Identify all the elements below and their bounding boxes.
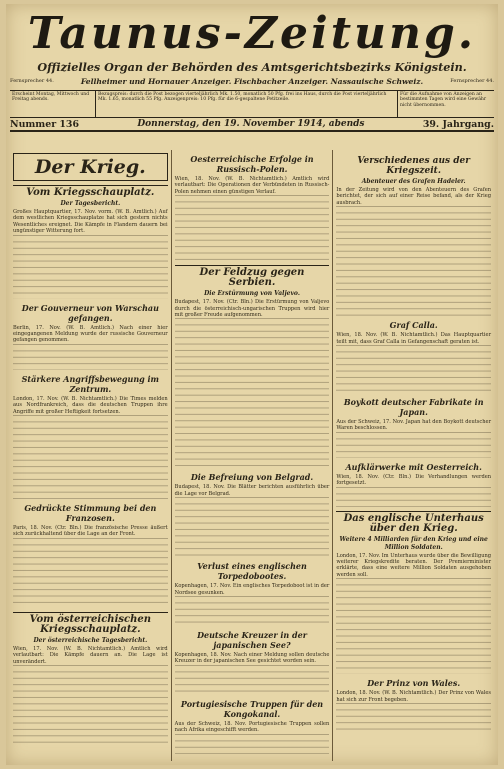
text-lines	[13, 665, 168, 745]
column-3	[333, 150, 494, 761]
article-subtitle: Die Erstürmung von Valjevo.	[204, 290, 300, 298]
text-lines	[13, 235, 168, 299]
text-lines	[175, 195, 330, 261]
article-title: Portugiesische Truppen für den Kongokanal.	[180, 698, 324, 719]
article-title: Der Prinz von Wales.	[367, 678, 461, 689]
article-columns	[10, 150, 494, 761]
regional-editions: Fellheimer und Hornauer Anzeiger. Fischbacher Anzeiger. Nassauische Schweiz.	[80, 77, 424, 86]
article-text: Wien, 18. Nov. (Ctr. Bln.) Die Verhandlungen werden fortgesetzt.	[336, 473, 492, 487]
text-lines	[175, 734, 330, 754]
article-subtitle: Der österreichische Tagesbericht.	[33, 636, 148, 644]
article-title: Das englische Unterhaus über den Krieg.	[336, 511, 491, 534]
article-title: Boykott deutscher Fabrikate in Japan.	[343, 397, 484, 418]
article-text: Budapest, 18. Nov. Die Blätter berichten ausführlich über die Lage vor Belgrad.	[174, 484, 330, 497]
article-text: Wien, 17. Nov. (W. B. Nichtamtlich.) Amtlich wird verlautbart: Die Kämpfe dauern an. Die Lage ist unverändert.	[13, 645, 168, 665]
subscription-prices: Bezugspreis: durch die Post bezogen vierteljährlich Mk. 1.50, monatlich 50 Pfg. frei ins Haus, durch die Post vierteljährlich Mk. 1.65, monatlich 55 Pfg. Anzeigenpreis: 10 Pfg. für die 6-gespaltene Petitzeile.	[96, 91, 398, 117]
article-title: Oesterreichische Erfolge in Russisch-Polen.	[190, 154, 314, 174]
column-1	[10, 150, 172, 761]
article-text: London, 17. Nov. Im Unterhaus wurde über die Bewilligung weiterer Kriegskredite beraten. Der Premierminister erklärte, dass eine weitere Million Soldaten ausgehoben werden soll.	[336, 552, 492, 578]
article-text: Aus der Schweiz, 18. Nov. Portugiesische Truppen sollen nach Afrika eingeschifft werden.	[174, 720, 330, 734]
text-lines	[13, 344, 168, 370]
text-lines	[336, 432, 491, 458]
article-title: Vom österreichischen Kriegsschauplatz.	[13, 612, 168, 635]
article-title: Deutsche Kreuzer in der japanischen See?	[197, 630, 307, 651]
text-lines	[175, 497, 330, 557]
section-head-misc: Verschiedenes aus der Kriegszeit.	[357, 156, 471, 176]
article-text: Paris, 18. Nov. (Ctr. Bln.) Die französische Presse äußert sich zurückhaltend über die Lage an der Front.	[13, 525, 168, 538]
issue-date: Donnerstag, den 19. November 1914, abends	[137, 119, 365, 129]
text-lines	[336, 578, 491, 674]
text-lines	[336, 206, 491, 316]
article-text: Großes Hauptquartier, 17. Nov. vorm. (W. B. Amtlich.) Auf dem westlichen Kriegsschauplatze hat sich gestern nichts Wesentliches ereignet. Die Kämpfe in Flandern dauern bei ungünstiger Witterung fort.	[13, 209, 168, 235]
article-text: London, 18. Nov. (W. B. Nichtamtlich.) Der Prinz von Wales hat sich zur Front begeben.	[336, 690, 492, 703]
phone-left: Fernsprecher 44.	[10, 78, 54, 84]
article-text: Aus der Schweiz, 17. Nov. Japan hat den Boykott deutscher Waren beschlossen.	[336, 419, 492, 432]
issue-number: Nummer 136	[10, 118, 79, 130]
issue-year: 39. Jahrgang.	[422, 118, 494, 130]
publication-schedule: Erscheint Montag, Mittwoch und Freitag abends.	[10, 91, 96, 117]
column-2	[172, 150, 334, 761]
article-title: Der Feldzug gegen Serbien.	[175, 265, 330, 288]
article-title: Vom Kriegsschauplatz.	[13, 185, 168, 198]
ad-notice: Für die Aufnahme von Anzeigen an bestimmten Tagen wird eine Gewähr nicht übernommen.	[400, 92, 487, 108]
text-lines	[175, 596, 330, 626]
text-lines	[175, 318, 330, 468]
article-text: Wien, 18. Nov. (W. B. Nichtamtlich.) Amtlich wird verlautbart: Die Operationen der Verbündeten in Russisch-Polen nehmen einen günstigen Verlauf.	[174, 176, 330, 195]
phone-right: Fernsprecher 44.	[450, 78, 494, 84]
article-title: Stärkere Angriffsbewegung im Zentrum.	[21, 373, 160, 394]
article-title: Gedrückte Stimmung bei den Franzosen.	[24, 503, 157, 524]
article-text: Berlin, 17. Nov. (W. B. Amtlich.) Nach einer hier eingegangenen Meldung wurde der russische Gouverneur gefangen genommen.	[13, 324, 168, 344]
article-title: Verlust eines englischen Torpedobootes.	[197, 561, 307, 582]
newspaper-edition-line	[6, 75, 498, 88]
text-lines	[13, 538, 168, 608]
article-text: London, 17. Nov. (W. B. Nichtamtlich.) Die Times melden aus Nordfrankreich, dass die deutschen Truppen ihre Angriffe mit großer Heftigkeit fortsetzen.	[13, 395, 168, 415]
text-lines	[336, 345, 491, 393]
text-lines	[336, 703, 491, 733]
text-lines	[175, 665, 330, 695]
article-text: Kopenhagen, 17. Nov. Ein englisches Torpedoboot ist in der Nordsee gesunken.	[174, 583, 330, 596]
article-text: Kopenhagen, 18. Nov. Nach einer Meldung sollen deutsche Kreuzer in der japanischen See gesichtet worden sein.	[174, 652, 330, 665]
article-text: In der Zeitung wird von den Abenteuern des Grafen berichtet, der sich auf einer Reise befand, als der Krieg ausbrach.	[336, 187, 492, 206]
text-lines	[336, 487, 491, 507]
article-text: Wien, 18. Nov. (W. B. Nichtamtlich.) Das Hauptquartier teilt mit, dass Graf Calla in Gefangenschaft geraten ist.	[336, 332, 492, 345]
info-bar	[10, 90, 494, 118]
newspaper-title: Taunus-Zeitung.	[27, 8, 477, 59]
article-text: Budapest, 17. Nov. (Ctr. Bln.) Die Erstürmung von Valjevo durch die österreichisch-ungarischen Truppen wird hier mit großer Freude aufgenommen.	[174, 299, 330, 319]
article-title: Graf Calla.	[389, 320, 438, 331]
issue-bar	[10, 118, 494, 132]
newspaper-page	[6, 4, 498, 765]
article-title: Die Befreiung von Belgrad.	[190, 472, 314, 483]
article-subtitle: Der Tagesbericht.	[60, 200, 121, 207]
article-title: Aufklärwerke mit Oesterreich.	[345, 461, 482, 472]
article-subtitle: Abenteuer des Grafen Hadeler.	[361, 178, 466, 185]
section-head-war: Der Krieg.	[13, 153, 168, 181]
article-subtitle: Weitere 4 Milliarden für den Krieg und eine Million Soldaten.	[339, 535, 488, 551]
text-lines	[13, 415, 168, 499]
article-title: Der Gouverneur von Warschau gefangen.	[21, 302, 159, 323]
newspaper-subtitle: Offizielles Organ der Behörden des Amtsgerichtsbezirks Königstein.	[37, 60, 467, 74]
